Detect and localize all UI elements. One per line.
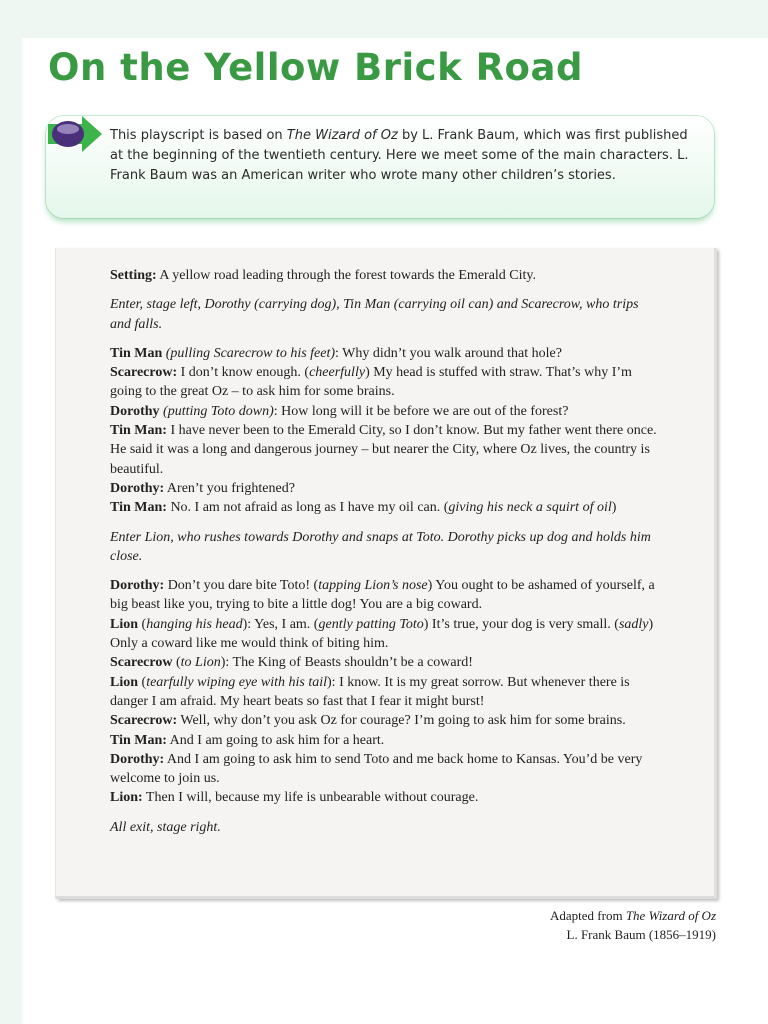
dialogue-line: Lion: Then I will, because my life is unbearable without courage. [110, 790, 479, 806]
playscript [110, 266, 662, 847]
source-credit [550, 906, 716, 944]
dialogue-line: Tin Man (pulling Scarecrow to his feet): Why didn’t you walk around that hole? [110, 345, 562, 361]
dialogue-line: Scarecrow: I don’t know enough. (cheerfully) My head is stuffed with straw. That’s why I’m going to the great Oz – to ask him for some brains. [110, 365, 632, 400]
page-title: On the Yellow Brick Road [48, 46, 583, 89]
setting-line: Setting: A yellow road leading through the forest towards the Emerald City. [110, 268, 537, 283]
stage-direction: Enter Lion, who rushes towards Dorothy and snaps at Toto. Dorothy picks up dog and holds him close. [110, 529, 651, 564]
dialogue-line: Scarecrow (to Lion): The King of Beasts shouldn’t be a coward! [110, 655, 473, 671]
dialogue-line: Dorothy: Don’t you dare bite Toto! (tapping Lion’s nose) You ought to be ashamed of yourself, a big beast like you, trying to bite a little dog! You are a big coward. [110, 578, 655, 613]
dialogue-line: Dorothy: Aren’t you frightened? [110, 480, 295, 496]
dialogue-line: Lion (hanging his head): Yes, I am. (gently patting Toto) It’s true, your dog is very small. (sadly) Only a coward like me would think of biting him. [110, 616, 654, 652]
intro-text: This playscript is based on The Wizard of Oz by L. Frank Baum, which was first published at the beginning of the twentieth century. Here we meet some of the main characters. L. Frank Baum was an American writer who wrote many other children’s stories. [110, 128, 689, 183]
dialogue-line: Tin Man: And I am going to ask him for a heart. [110, 732, 385, 748]
stage-direction: All exit, stage right. [110, 819, 221, 835]
dialogue-line: Tin Man: No. I am not afraid as long as I have my oil can. (giving his neck a squirt of oil) [110, 500, 617, 516]
dialogue-line: Tin Man: I have never been to the Emerald City, so I don’t know. But my father went there once. He said it was a long and dangerous journey – but nearer the City, where Oz lives, the country is beautiful. [110, 423, 657, 477]
dialogue-line: Lion (tearfully wiping eye with his tail): I know. It is my great sorrow. But whenever there is danger I am afraid. My heart beats so fast that I fear it might burst! [110, 674, 630, 709]
dialogue-block-1 [110, 344, 662, 518]
dialogue-line: Dorothy (putting Toto down): How long will it be before we are out of the forest? [110, 403, 569, 419]
credit-source-line: Adapted from The Wizard of Oz [550, 908, 716, 923]
dialogue-line: Dorothy: And I am going to ask him to send Toto and me back home to Kansas. You’d be very welcome to join us. [110, 751, 643, 787]
dialogue-line: Scarecrow: Well, why don’t you ask Oz for courage? I’m going to ask him for some brains. [110, 713, 626, 729]
credit-author: L. Frank Baum (1856–1919) [566, 927, 716, 942]
intro-book-title: The Wizard of Oz [286, 128, 398, 143]
dialogue-block-2 [110, 576, 662, 808]
stage-direction: Enter, stage left, Dorothy (carrying dog), Tin Man (carrying oil can) and Scarecrow, who trips and falls. [110, 297, 639, 332]
arrow-icon [48, 116, 102, 152]
credit-book-title: The Wizard of Oz [625, 908, 716, 923]
